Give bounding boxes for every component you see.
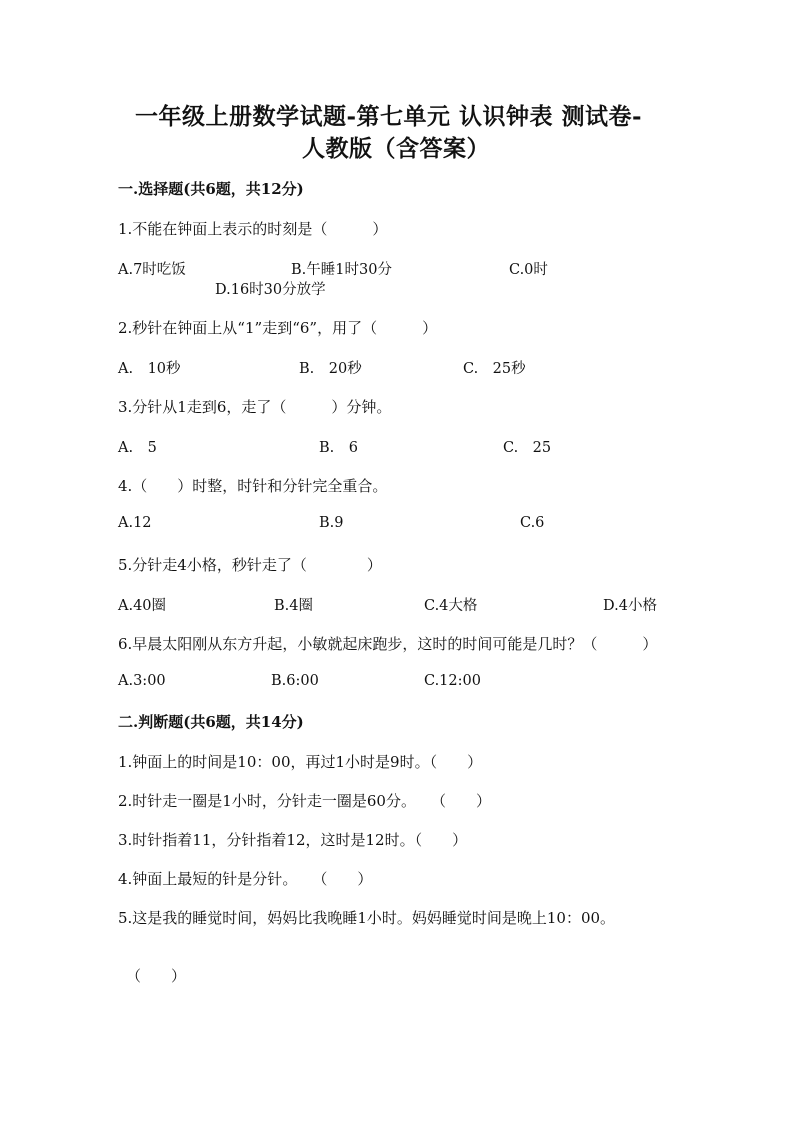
option-a: A. 5 (118, 440, 157, 456)
section-heading-choice: 一.选择题(共6题，共12分) (118, 180, 304, 198)
question-text: 5.这是我的睡觉时间，妈妈比我晚睡1小时。妈妈睡觉时间是晚上10：00。 (118, 909, 616, 927)
option-b: B.9 (319, 515, 344, 531)
question-text: 5.分针走4小格，秒针走了（ ） (118, 556, 382, 574)
option-c: C. 25秒 (463, 361, 526, 377)
option-b: B.午睡1时30分 (291, 262, 392, 278)
option-b: B.4圈 (274, 598, 313, 614)
option-c: C. 25 (503, 440, 552, 456)
question-text: 3.分针从1走到6，走了（ ）分钟。 (118, 398, 392, 416)
option-a: A. 10秒 (118, 361, 181, 377)
question-text: 3.时针指着11，分针指着12，这时是12时。（ ） (118, 831, 468, 849)
option-c: C.6 (520, 515, 545, 531)
option-c: C.0时 (509, 262, 548, 278)
option-b: B. 6 (319, 440, 358, 456)
option-d: D.4小格 (603, 598, 657, 614)
option-a: A.7时吃饭 (118, 262, 186, 278)
section-heading-judgement: 二.判断题(共6题，共14分) (118, 713, 304, 731)
option-b: B. 20秒 (299, 361, 362, 377)
question-text: 2.时针走一圈是1小时，分针走一圈是60分。 （ ） (118, 792, 491, 810)
option-c: C.4大格 (424, 598, 478, 614)
option-d: D.16时30分放学 (215, 282, 326, 298)
option-c: C.12:00 (424, 673, 481, 689)
question-text: 1.钟面上的时间是10：00，再过1小时是9时。（ ） (118, 753, 483, 771)
option-a: A.12 (118, 515, 152, 531)
question-text: 4.钟面上最短的针是分针。 （ ） (118, 870, 373, 888)
page-title-line-1: 一年级上册数学试题-第七单元 认识钟表 测试卷- (135, 103, 643, 130)
question-text: 4.（ ）时整，时针和分针完全重合。 (118, 477, 388, 495)
option-a: A.3:00 (118, 673, 166, 689)
answer-blank: （ ） (126, 967, 187, 985)
option-b: B.6:00 (271, 673, 319, 689)
page-title-line-2: 人教版（含答案） (302, 135, 490, 162)
question-text: 6.早晨太阳刚从东方升起，小敏就起床跑步，这时的时间可能是几时？（ ） (118, 635, 658, 653)
question-text: 1.不能在钟面上表示的时刻是（ ） (118, 220, 388, 238)
question-text: 2.秒针在钟面上从“1”走到“6”，用了（ ） (118, 319, 438, 337)
option-a: A.40圈 (118, 598, 167, 614)
